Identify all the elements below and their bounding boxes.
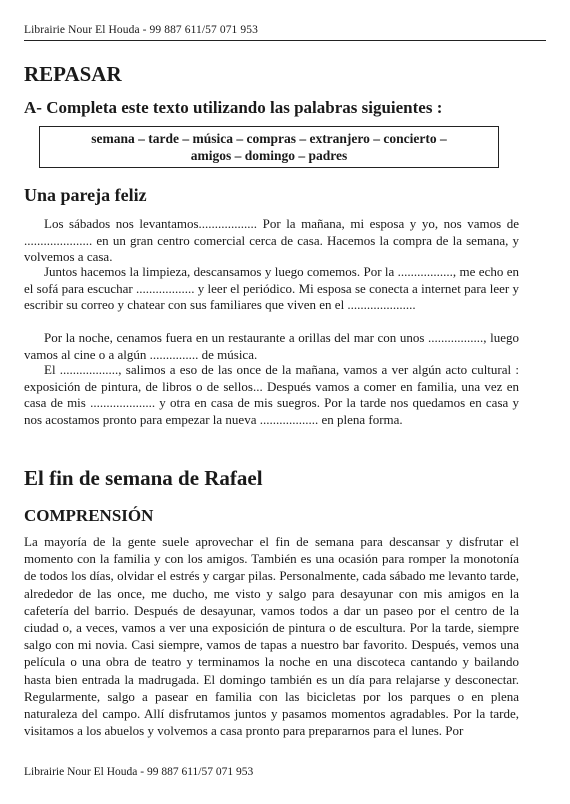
pareja-paragraph-1-text: Los sábados nos levantamos.................. Por la mañana, mi esposa y yo, nos vamos de ..................... en un gran centro comercial cerca de casa. Hacemos la compra de la semana, y volvemos a casa. bbox=[24, 216, 519, 264]
pareja-paragraph-4 bbox=[24, 362, 519, 428]
section-title-repasar: REPASAR bbox=[24, 62, 122, 86]
pareja-paragraph-4-text: El .................., salimos a eso de las once de la mañana, vamos a ver algún acto cultural : exposición de pintura, de libros o de sellos... Después vamos a comer en familia, una vez en casa de mis .................... y otra en casa de mis suegros. Por la tarde nos quedamos en casa y nos acostamos pronto para empezar la nueva .................. en plena forma. bbox=[24, 362, 519, 427]
text-title-rafael: El fin de semana de Rafael bbox=[24, 466, 263, 490]
pareja-paragraph-1 bbox=[24, 216, 519, 266]
page-footer: Librairie Nour El Houda - 99 887 611/57 071 953 bbox=[24, 766, 254, 778]
pareja-paragraph-2-text: Juntos hacemos la limpieza, descansamos y luego comemos. Por la ................., me echo en el sofá para escuchar .................. y leer el periódico. Mi esposa se conecta a internet para leer y escribir su correo y chatear con sus familiares que viven en el ..................... bbox=[24, 264, 519, 312]
header-rule bbox=[24, 40, 546, 41]
pareja-paragraph-3-text: Por la noche, cenamos fuera en un restaurante a orillas del mar con unos ................., luego vamos al cine o a algún ............... de música. bbox=[24, 330, 519, 362]
section-subtitle-comprension: COMPRENSIÓN bbox=[24, 506, 154, 525]
text-title-pareja: Una pareja feliz bbox=[24, 185, 147, 205]
word-bank-line-2: amigos – domingo – padres bbox=[190, 148, 348, 163]
pareja-paragraph-2 bbox=[24, 264, 519, 314]
word-bank-line-1: semana – tarde – música – compras – extranjero – concierto – bbox=[91, 131, 447, 146]
rafael-body-text: La mayoría de la gente suele aprovechar el fin de semana para descansar y disfrutar el momento con la familia y con los amigos. También es una ocasión para romper la monotonía de todos los días, olvidar el estrés y cargar pilas. Personalmente, cada sábado me levanto tarde, alrededor de las once, me ducho, me visto y salgo para desayunar con mis amigos en la cafetería del barrio. Después de desayunar, vamos todos a dar un paseo por el centro de la ciudad o, a veces, vamos a ver una exposición de pintura o de escultura. Por la tarde, siempre salgo con mi novia. Casi siempre, vamos de tapas a nuestro bar favorito. Después, vemos una película o una obra de teatro y terminamos la noche en una discoteca cantando y bailando hasta bien entrada la madrugada. El domingo también es un día para relajarse y desconectar. Regularmente, salgo a pasear en familia con las bicicletas por los parques o en plena naturaleza del campo. Allí disfrutamos juntos y pasamos momentos agradables. Por la tarde, visitamos a los abuelos y volvemos a casa pronto para prepararnos para el lunes. Por bbox=[24, 534, 519, 739]
page-header: Librairie Nour El Houda - 99 887 611/57 071 953 bbox=[24, 24, 258, 36]
exercise-instruction: A- Completa este texto utilizando las palabras siguientes : bbox=[24, 98, 443, 117]
pareja-paragraph-3 bbox=[24, 330, 519, 363]
word-bank-box bbox=[39, 126, 499, 168]
